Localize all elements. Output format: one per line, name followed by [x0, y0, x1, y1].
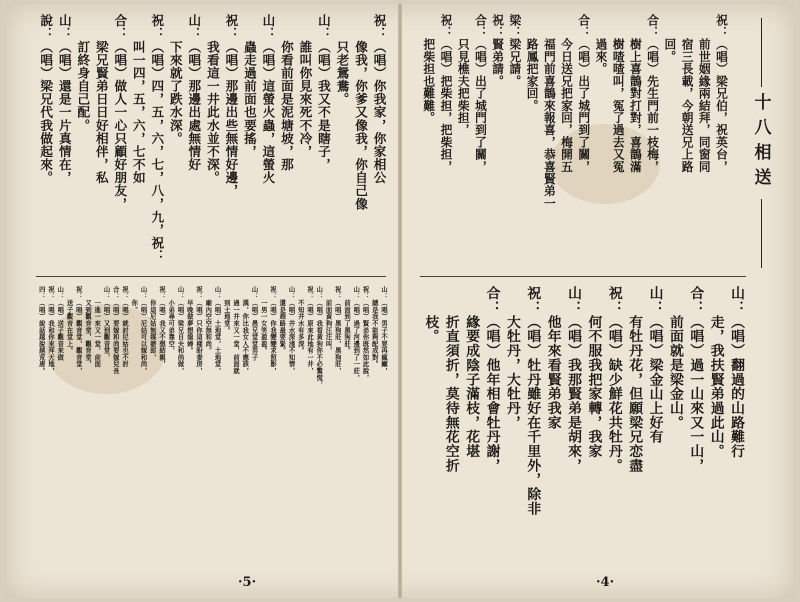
text-column: 訂終身自己配。: [75, 14, 91, 132]
text-column: 叫一四，五，六，七不如: [131, 14, 147, 185]
text-column: 山：（唱）翻過的山路難行: [728, 286, 744, 459]
text-column: 祝：（唱）就討尼姑也不討: [121, 286, 128, 368]
text-column: 今日送兄把家回，梅開五: [560, 14, 575, 173]
text-column: 山：（唱）尼姑可以嫁和尚，: [139, 286, 147, 375]
text-column: 像我，你爹又像我，你自己像: [353, 14, 369, 211]
text-column: 祝：賢弟請。: [491, 14, 506, 88]
text-column: 誰叫你見來死不冷，: [297, 14, 313, 158]
text-column: 山：（唱）送子觀音來做: [56, 286, 64, 361]
right-page: [400, 4, 794, 598]
text-column: 一進一來又一堂，前面: [93, 286, 101, 368]
left-top-text-block: [36, 14, 388, 272]
text-column: 祝：（唱）你我變變求照影，: [269, 286, 276, 375]
text-column: 祝：（唱）四，五，六，七，八，九，祝：: [149, 14, 165, 263]
text-column: 祝：（唱）賢弟你既然如此說，: [361, 286, 369, 382]
text-column: 何不服我把家轉，我家: [585, 286, 602, 459]
text-column: 送子觀音在堂上。: [65, 286, 73, 354]
text-column: 他年來看賢弟我家: [544, 286, 561, 430]
text-column: 總是我不能夠配成對。: [370, 286, 378, 368]
text-column: 一男一女笑盈盈。: [259, 286, 267, 354]
text-column: 不知井水有多深。: [296, 286, 304, 354]
text-column: 山：（唱）我看黃狗你不必驚慌，: [315, 286, 323, 388]
text-column: 只老鴛鴦。: [334, 14, 350, 106]
text-column: 祝：（唱）我又不想結親，: [158, 286, 165, 368]
text-column: 前世姻緣兩結拜，同窗同: [697, 14, 712, 173]
section-divider: [420, 276, 746, 277]
text-column: 到土地堂。: [222, 286, 230, 334]
left-bottom-text-block: [36, 286, 388, 562]
text-column: 祝：（唱）觀音堂，觀音堂，: [74, 286, 82, 375]
text-column: 宿三長載，今朝送兄上路: [680, 14, 695, 173]
text-column: 祝：（唱）梁兄伯，祝英台，: [715, 14, 729, 173]
right-bottom-text-block: [420, 286, 746, 562]
text-column: 大牡丹，大牡丹，: [503, 286, 520, 430]
text-column: 祝：（唱）你我家，你家相公: [372, 14, 387, 185]
text-column: 折直須折，莫待無花空折: [442, 286, 459, 473]
text-column: 走，我扶賢弟過此山。: [707, 286, 724, 459]
text-column: 山：（唱）男子不要再瘋癲，: [380, 286, 387, 375]
text-column: 小弟尋可弟靠空，: [167, 286, 175, 354]
text-column: 祝：（唱）只你這樣盼妻房，: [195, 286, 202, 375]
text-column: 樹上喜鵲對打對，喜鵲滿: [628, 14, 643, 173]
text-column: 枝。: [422, 286, 439, 344]
text-column: 過一井來又一堂，前面就: [232, 286, 239, 375]
text-column: 合：（唱）他年相會牡丹謝，: [483, 286, 500, 473]
text-column: 又到觀音堂，觀音堂，: [84, 286, 91, 368]
text-column: 祝：（唱）牡丹雖好在千里外，除非: [524, 286, 541, 516]
text-column: 山：（唱）我那賢弟是胡來，: [565, 286, 581, 473]
text-column: 前面到了黑狗莊。: [343, 286, 350, 354]
text-column: 合：（唱）過一山來又一山，: [687, 286, 704, 473]
text-column: 還是趕路最要緊。: [278, 286, 286, 354]
text-column: 合：（唱）先生門前一枝梅，: [646, 14, 661, 173]
text-column: 只見樵夫把柴担，: [456, 14, 471, 137]
text-column: 四：（唱）說話越說越荒唐。: [37, 286, 45, 375]
text-column: 回。: [663, 14, 678, 63]
text-column: 前面就是梁金山。: [666, 286, 683, 430]
text-column: 山：（唱）又到觀音堂，: [102, 286, 110, 361]
text-column: 山：（唱）梁兄自夫和尚做，: [176, 286, 184, 375]
text-column: 合：（唱）出了城門到了關，: [473, 14, 488, 173]
left-page: [6, 4, 400, 598]
text-column: 山：（唱）那邊出處無情好: [186, 14, 202, 172]
text-column: 梁兄賢弟日日好相伴，私: [94, 14, 110, 185]
text-column: 把柴担也難難。: [422, 14, 437, 124]
chapter-title-box: [746, 18, 776, 268]
text-column: 過來。: [594, 14, 609, 76]
page-number: ·5·: [238, 575, 257, 590]
text-column: 緣要成陰子滿枝，花堪: [463, 286, 480, 459]
text-column: 樹喳喳叫，冤了過去又冤: [611, 14, 626, 173]
text-column: 你。: [130, 286, 138, 314]
text-column: 有牡丹花，但願梁兄恋盡: [626, 286, 643, 473]
text-column: 合：（唱）做人一心只顧好朋友，: [112, 14, 128, 211]
book-spread: [6, 4, 794, 598]
title-rule-bottom: [761, 199, 762, 268]
text-column: 早晚做夢想媳婦。: [185, 286, 193, 354]
text-column: 合：（唱）出了城門到了關，: [577, 14, 592, 173]
text-column: 祝：（唱）把柴担，把柴担，: [439, 14, 454, 173]
title-rule-top: [761, 18, 762, 87]
text-column: 福門前喜鵲來報喜，恭喜賢弟一: [542, 14, 557, 210]
text-column: 山：（唱）愚兄堂堂男子: [250, 286, 258, 361]
text-column: 前面黃狗汪汪叫，: [324, 286, 332, 354]
text-column: 山：（唱）過了河邊到了一莊，: [352, 286, 360, 382]
text-column: 祝：（唱）那邊出些無情好邊，: [223, 14, 239, 198]
text-column: 祝：（唱）黑狗莊，黑狗莊，: [333, 286, 341, 375]
text-column: 山：（唱）這螢火蟲，這螢火: [260, 14, 276, 185]
chapter-title: 十八相送: [750, 93, 771, 193]
text-column: 下來就了跌水深。: [168, 14, 184, 145]
text-column: 山：（唱）土地堂，土地堂，: [213, 286, 221, 375]
text-column: 漢，你比我女人不應該，: [241, 286, 249, 375]
text-column: 說：（唱）梁兄代我做起來。: [38, 14, 54, 185]
text-column: 山：（唱）我又不是瞎子，: [316, 14, 332, 172]
text-column: 合：（唱）要嫁和尚要嫁兒長: [111, 286, 119, 375]
text-column: 祝：（唱）原來此地有一井，: [306, 286, 313, 375]
right-top-text-block: [420, 14, 730, 272]
text-column: 我看這一井此水並不深。: [205, 14, 221, 185]
text-column: 山：（唱）還是一片真情在，: [57, 14, 73, 185]
page-number: ·4·: [596, 575, 615, 590]
text-column: 你這尼姑無媒婆郎，: [148, 286, 156, 361]
text-column: 祝：（唱）缺少鮮花共牡丹。: [605, 286, 622, 473]
text-column: 路鳳把家回。: [525, 14, 540, 112]
text-column: 梁：梁兄請。: [508, 14, 523, 88]
text-column: 你看前面是泥塘坡，那: [279, 14, 295, 172]
text-column: 山：（唱）梁金山上好有: [646, 286, 663, 444]
text-column: 山：（唱）井水深淺不知情，: [287, 286, 295, 375]
text-column: 祝：（唱）我和你來拜天地，: [47, 286, 54, 375]
section-divider: [36, 276, 386, 277]
text-column: 廟內空空無和尚。: [204, 286, 212, 354]
text-column: 蟲走過前面也要搖，: [242, 14, 258, 158]
